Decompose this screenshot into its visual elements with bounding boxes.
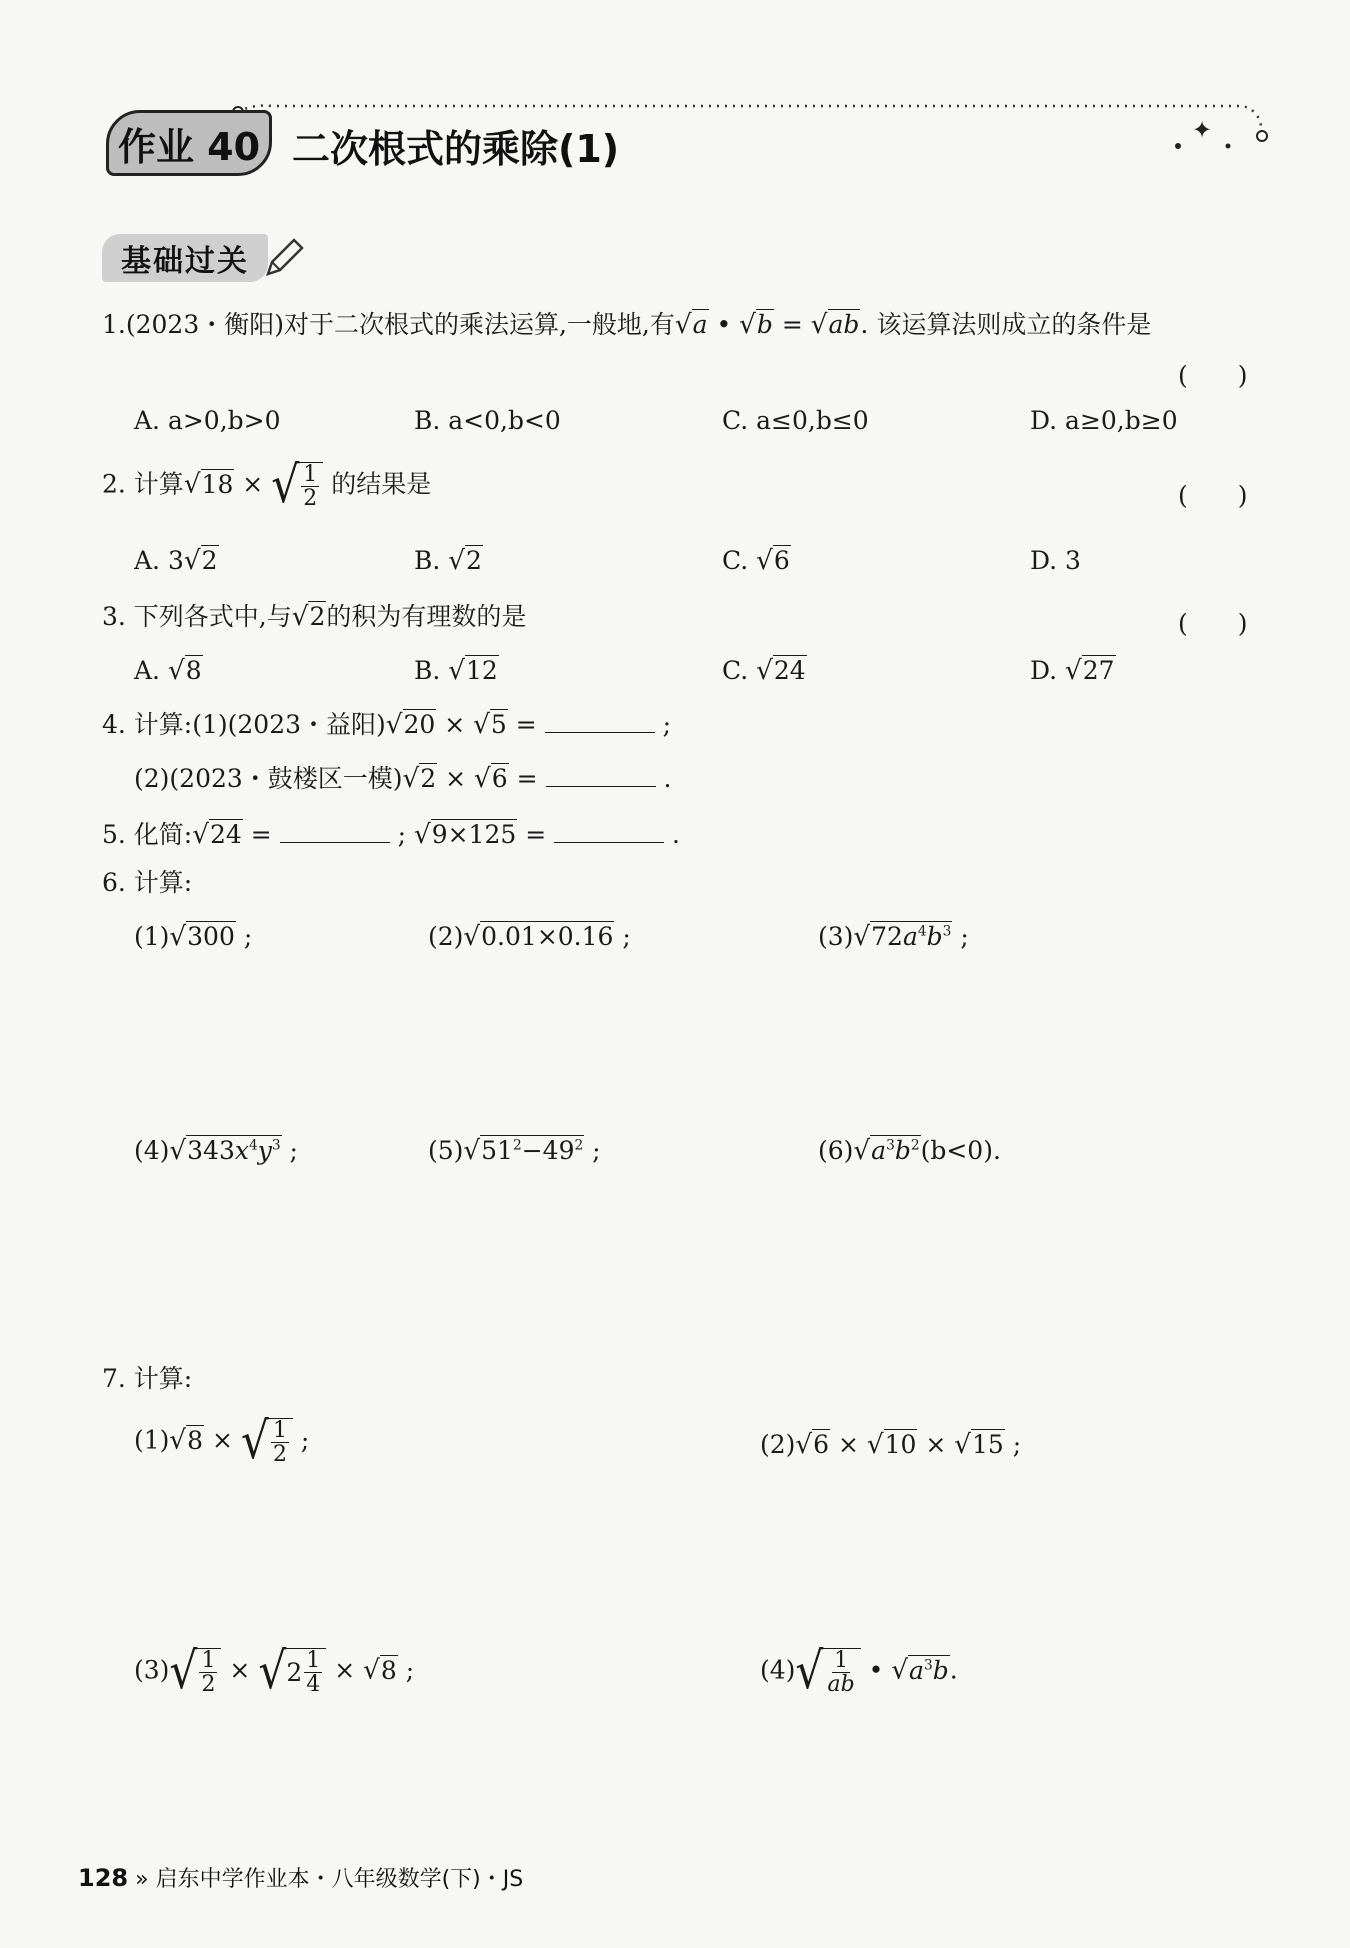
answer-blank[interactable] [554,823,664,843]
q3-answer-paren: ( ) [1178,609,1248,638]
q7-item-2: (2)√6 × √10 × √15 ; [760,1430,1022,1460]
book-title: 启东中学作业本・八年级数学(下)・JS [155,1867,524,1892]
question-4-part-2: (2)(2023・鼓楼区一模)√2 × √6 = . [134,764,672,794]
chevron-right-icon: » [135,1867,149,1892]
page-footer [78,1862,523,1893]
question-6-label: 6. 计算: [102,868,193,897]
q1-option-d: D. a≥0,b≥0 [1030,406,1178,435]
q6-item-5: $(5)√51^2-49^2$ ; [428,1136,601,1166]
q2-option-b: B. √2 [414,546,482,576]
q6-item-2: (2)√0.01×0.16 ; [428,922,631,952]
q6-item-3: $(3)√72a^4b^3$ ; [818,922,969,952]
q3-option-a: A. √8 [134,656,202,686]
section-tag: 基础过关 [102,234,268,282]
q2-option-d: D. 3 [1030,546,1081,575]
question-1: 1.(2023・衡阳)对于二次根式的乘法运算,一般地,有√a • √b = √ab. 该运算法则成立的条件是 [102,310,1152,340]
q1-option-c: C. a≤0,b≤0 [722,406,869,435]
q1-option-b: B. a<0,b<0 [414,406,561,435]
q2-answer-paren: ( ) [1178,481,1248,510]
question-4-part-1: 4. 计算:(1)(2023・益阳)√20 × √5 = ; [102,710,672,740]
question-7-label: 7. 计算: [102,1364,193,1393]
question-5: 5. 化简:√24 = ; √9×125 = . [102,820,681,850]
q7-item-1: (1)√8 × √ $\frac{1}{2}$ ; [134,1412,310,1471]
question-3: 3. 下列各式中,与√2的积为有理数的是 [102,602,527,632]
q3-option-d: D. √27 [1030,656,1115,686]
q2-option-a: A. 3√2 [134,546,218,576]
q7-item-4: (4) √ $\frac{1}{ab}$ • $√a^3b$. [760,1642,958,1701]
answer-blank[interactable] [546,767,656,787]
homework-number-badge: 作业 40 [106,110,272,176]
svg-text:✦: ✦ [1192,116,1213,144]
pencil-icon [262,236,306,280]
q3-option-b: B. √12 [414,656,498,686]
q6-item-6: $(6)√a^3b^2(b<0)$. [818,1136,1001,1166]
question-2: 2. 计算√18 × √ $\frac{1}{2}$ 的结果是 [102,456,432,515]
q1-stem-start: 1.(2023・衡阳)对于二次根式的乘法运算,一般地,有 [102,310,675,339]
page-number: 128 [78,1864,129,1892]
q6-item-1: (1)√300 ; [134,922,253,952]
q3-option-c: C. √24 [722,656,806,686]
q2-option-c: C. √6 [722,546,790,576]
q1-stem-end: . 该运算法则成立的条件是 [860,310,1152,339]
page-title: 二次根式的乘除(1) [292,127,620,171]
answer-blank[interactable] [545,713,655,733]
answer-blank[interactable] [280,823,390,843]
q1-option-a: A. a>0,b>0 [134,406,281,435]
q1-answer-paren: ( ) [1178,361,1248,390]
q7-item-3: (3) √ $\frac{1}{2}$ × √ 2 $\frac{1}{4}$ × √8 ; [134,1642,415,1701]
q6-item-4: $(4)√343x^4y^3$ ; [134,1136,298,1166]
